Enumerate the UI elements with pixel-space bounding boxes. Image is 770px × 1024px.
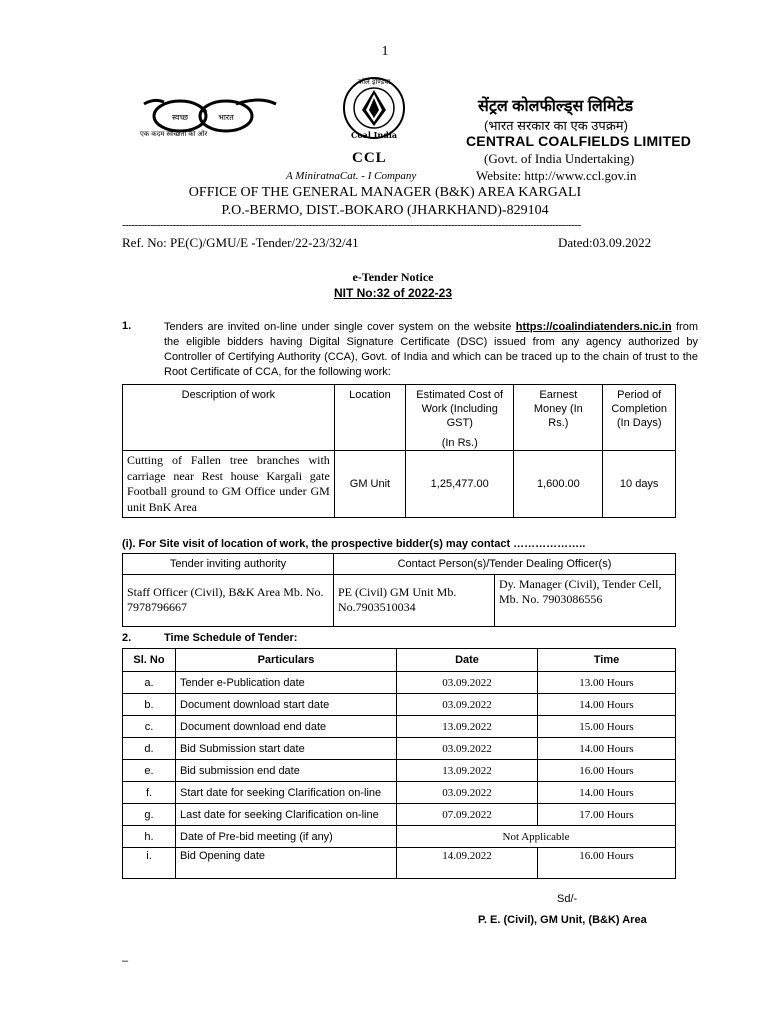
company-website: Website: http://www.ccl.gov.in [476, 168, 637, 183]
header-sl-no: Sl. No [123, 649, 176, 672]
ccl-tagline: A MiniratnaCat. - I Company [286, 170, 417, 182]
signed-mark: Sd/- [557, 893, 578, 905]
tender-website-link[interactable]: https://coalindiatenders.nic.in [515, 321, 672, 333]
section-1-paragraph [164, 320, 698, 380]
work-cost: 1,25,477.00 [406, 451, 514, 518]
row-date: 13.09.2022 [397, 760, 538, 782]
para-text-after: from the eligible bidders having Digital Signature Certificate (DSC) issued from any agency authorized by Controller of Certifying Authority (CCA), Govt. of India and which can be traced up to the chain of trust to the Root Certificate of CCA, for the following work: [164, 321, 698, 378]
row-sl: h. [123, 826, 176, 848]
schedule-table [122, 648, 676, 879]
row-sl: g. [123, 804, 176, 826]
page-number: 1 [381, 44, 389, 59]
header-contact-persons: Contact Person(s)/Tender Dealing Officer(s) [334, 554, 676, 575]
row-time: 14.00 Hours [538, 694, 676, 716]
table-row [123, 451, 676, 518]
company-sub-hindi: (भारत सरकार का एक उपक्रम) [484, 118, 628, 133]
company-name-hindi: सेंट्रल कोलफील्ड्स लिमिटेड [478, 98, 634, 115]
footer-mark: – [122, 955, 129, 967]
swachh-word: स्वच्छ [171, 113, 189, 122]
header-particulars: Particulars [176, 649, 397, 672]
row-date: 03.09.2022 [397, 694, 538, 716]
row-particular: Document download end date [176, 716, 397, 738]
ccl-abbreviation: CCL [352, 150, 387, 166]
row-date: 13.09.2022 [397, 716, 538, 738]
reference-number: Ref. No: PE(C)/GMU/E -Tender/22-23/32/41 [122, 235, 359, 250]
row-time: 13.00 Hours [538, 672, 676, 694]
table-row [123, 804, 676, 826]
section-2-title: Time Schedule of Tender: [164, 632, 298, 644]
work-location: GM Unit [334, 451, 405, 518]
row-time: 14.00 Hours [538, 782, 676, 804]
office-line: OFFICE OF THE GENERAL MANAGER (B&K) AREA KARGALI [188, 185, 582, 200]
table-row [123, 848, 676, 879]
row-sl: d. [123, 738, 176, 760]
bharat-word: भारत [218, 113, 234, 122]
header-cost-unit: (In Rs.) [441, 437, 478, 449]
authority-contact: Staff Officer (Civil), B&K Area Mb. No. 7978796667 [123, 575, 334, 627]
row-time: 16.00 Hours [538, 760, 676, 782]
row-sl: f. [123, 782, 176, 804]
row-date: 03.09.2022 [397, 782, 538, 804]
logo-arc-top: कोल इण्डिया [357, 78, 391, 86]
ccl-emblem-logo [342, 72, 406, 148]
swachh-bharat-caption: एक कदम स्वच्छता की ओर [140, 131, 208, 138]
row-particular: Document download start date [176, 694, 397, 716]
row-date: 07.09.2022 [397, 804, 538, 826]
notice-date: Dated:03.09.2022 [558, 235, 652, 250]
row-particular: Start date for seeking Clarification on-line [176, 782, 397, 804]
work-table [122, 384, 676, 518]
row-not-applicable: Not Applicable [397, 826, 676, 848]
table-row [123, 760, 676, 782]
para-text-before: Tenders are invited on-line under single cover system on the website [164, 321, 516, 333]
header-estimated-cost: Estimated Cost of Work (Including GST) (In Rs.) [406, 385, 514, 451]
row-sl: c. [123, 716, 176, 738]
row-date: 03.09.2022 [397, 672, 538, 694]
row-date: 14.09.2022 [397, 848, 538, 879]
row-particular: Date of Pre-bid meeting (if any) [176, 826, 397, 848]
separator-line: ------------------------------------------------------------------------------------------------------------------------------------------------- [122, 219, 581, 231]
header-description: Description of work [123, 385, 335, 451]
row-time: 14.00 Hours [538, 738, 676, 760]
row-particular: Tender e-Publication date [176, 672, 397, 694]
signatory-designation: P. E. (Civil), GM Unit, (B&K) Area [478, 914, 647, 926]
row-particular: Bid submission end date [176, 760, 397, 782]
section-1-number: 1. [122, 320, 132, 332]
contact-person-2: Dy. Manager (Civil), Tender Cell, Mb. No. 7903086556 [495, 575, 676, 627]
row-sl: b. [123, 694, 176, 716]
work-earnest: 1,600.00 [514, 451, 603, 518]
company-name-english: CENTRAL COALFIELDS LIMITED [466, 133, 692, 149]
logo-arc-bottom: Coal India [350, 130, 398, 140]
row-particular: Bid Submission start date [176, 738, 397, 760]
work-description: Cutting of Fallen tree branches with carriage near Rest house Kargali gate Football ground to GM Office under GM unit BnK Area [123, 451, 335, 518]
contact-table [122, 553, 676, 627]
header-period: Period of Completion (In Days) [603, 385, 676, 451]
office-address: P.O.-BERMO, DIST.-BOKARO (JHARKHAND)-829104 [221, 203, 549, 218]
row-sl: a. [123, 672, 176, 694]
row-time: 16.00 Hours [538, 848, 676, 879]
table-row [123, 826, 676, 848]
row-time: 17.00 Hours [538, 804, 676, 826]
row-sl: e. [123, 760, 176, 782]
table-row [123, 694, 676, 716]
table-row [123, 672, 676, 694]
header-date: Date [397, 649, 538, 672]
row-particular: Last date for seeking Clarification on-line [176, 804, 397, 826]
header-time: Time [538, 649, 676, 672]
govt-undertaking: (Govt. of India Undertaking) [484, 151, 635, 166]
row-time: 15.00 Hours [538, 716, 676, 738]
nit-number: NIT No:32 of 2022-23 [333, 286, 453, 300]
header-location: Location [334, 385, 405, 451]
site-visit-note: (i). For Site visit of location of work, the prospective bidder(s) may contact ……………….. [122, 538, 586, 550]
table-row [123, 716, 676, 738]
row-sl: i. [123, 848, 176, 879]
notice-title: e-Tender Notice [352, 270, 434, 284]
table-row [123, 782, 676, 804]
row-particular: Bid Opening date [176, 848, 397, 879]
table-row [123, 738, 676, 760]
header-authority: Tender inviting authority [123, 554, 334, 575]
section-2-number: 2. [122, 632, 132, 644]
header-earnest-money: Earnest Money (In Rs.) [514, 385, 603, 451]
contact-person-1: PE (Civil) GM Unit Mb. No.7903510034 [334, 575, 495, 627]
row-date: 03.09.2022 [397, 738, 538, 760]
work-period: 10 days [603, 451, 676, 518]
